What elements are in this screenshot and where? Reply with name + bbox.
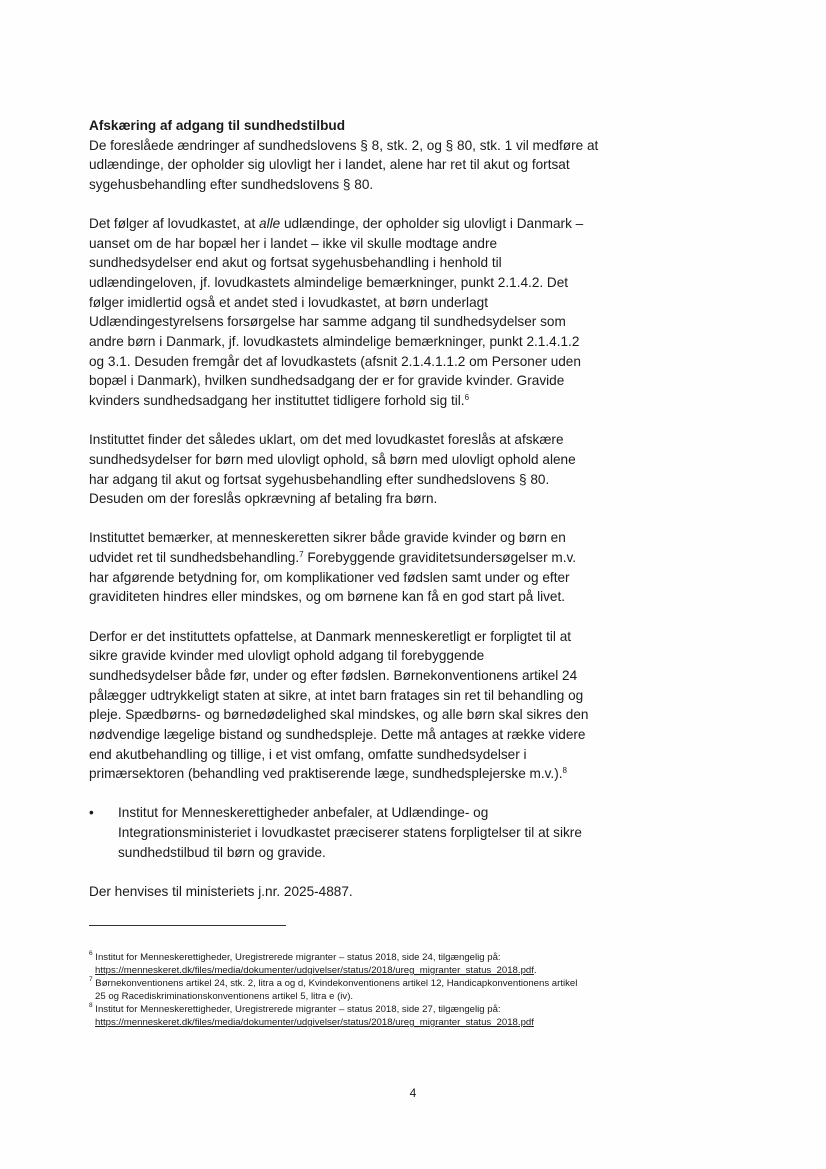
paragraph-line: sygehusbehandling efter sundhedslovens § 80. <box>89 176 374 192</box>
paragraph <box>89 528 598 607</box>
paragraph-line: sikre gravide kvinder med ulovligt ophold adgang til forebyggende <box>89 648 485 664</box>
page-number: 4 <box>409 1086 417 1100</box>
recommendation-bullet <box>89 803 598 862</box>
text-segment: Forebyggende graviditetsundersøgelser m.v. <box>303 550 577 566</box>
paragraph-line: uanset om de har bopæl her i landet – ikke vil skulle modtage andre <box>89 235 498 251</box>
paragraph-line: har afgørende betydning for, om komplikationer ved fødslen samt under og efter <box>89 569 570 585</box>
paragraph <box>89 430 598 509</box>
paragraph-line: Udlændingestyrelsens forsørgelse har samme adgang til sundhedsydelser som <box>89 314 566 330</box>
paragraph-line <box>89 764 598 784</box>
paragraph-line: følger imidlertid også et andet sted i lovudkastet, at børn underlagt <box>89 294 488 310</box>
footnote-link[interactable]: https://menneskeret.dk/files/media/dokumenter/udgivelser/status/2018/ureg_migranter_status_2018.pdf <box>95 1017 534 1028</box>
paragraph-line: Desuden om der foreslås opkrævning af betaling fra børn. <box>89 491 438 507</box>
emphasis: alle <box>259 216 281 232</box>
bullet-icon: • <box>89 805 94 821</box>
paragraph-line: og 3.1. Desuden fremgår det af lovudkastets (afsnit 2.1.4.1.1.2 om Personer uden <box>89 353 581 369</box>
paragraph-line: andre børn i Danmark, jf. lovudkastets almindelige bemærkninger, punkt 2.1.4.1.2 <box>89 334 580 350</box>
footnote-text: Institut for Menneskerettigheder, Uregistrerede migranter – status 2018, side 24, tilgængelig på: <box>95 952 501 963</box>
footnotes <box>89 951 577 1029</box>
paragraph-line: graviditeten hindres eller mindskes, og om børnene kan få en god start på livet. <box>89 589 566 605</box>
recommendation-line: Integrationsministeriet i lovudkastet præciserer statens forpligtelser til at sikre <box>118 825 582 841</box>
text-segment: Det følger af lovudkastet, at <box>89 216 260 232</box>
paragraph-line: sundhedsydelser end akut og fortsat sygehusbehandling i henhold til <box>89 255 502 271</box>
paragraph-line: pleje. Spædbørns- og børnedødelighed skal mindskes, og alle børn skal sikres den <box>89 707 589 723</box>
paragraph-line <box>89 214 598 234</box>
text-segment: udvidet ret til sundhedsbehandling. <box>89 550 300 566</box>
paragraph-line: udlændingeloven, jf. lovudkastets almindelige bemærkninger, punkt 2.1.4.2. Det <box>89 275 569 291</box>
text-segment: udlændinge, der opholder sig ulovligt i Danmark – <box>280 216 584 232</box>
footnote <box>89 977 577 1003</box>
text-segment: kvinders sundhedsadgang her instituttet tidligere forhold sig til. <box>89 392 465 408</box>
paragraph-line: sundhedsydelser både før, under og efter fødslen. Børnekonventionens artikel 24 <box>89 667 578 683</box>
paragraph-line: De foreslåede ændringer af sundhedslovens § 8, stk. 2, og § 80, stk. 1 vil medføre at <box>89 137 599 153</box>
paragraph-line: bopæl i Danmark), hvilken sundhedsadgang der er for gravide kvinder. Gravide <box>89 373 565 389</box>
footnote <box>89 951 577 977</box>
recommendation-line: sundhedstilbud til børn og gravide. <box>118 844 326 860</box>
footnote-link[interactable]: https://menneskeret.dk/files/media/dokumenter/udgivelser/status/2018/ureg_migranter_status_2018.pdf <box>95 965 534 976</box>
section-heading: Afskæring af adgang til sundhedstilbud <box>89 118 346 133</box>
paragraph-line: udlændinge, der opholder sig ulovligt her i landet, alene har ret til akut og fortsat <box>89 157 570 173</box>
paragraph-line <box>89 548 598 568</box>
paragraph <box>89 627 598 784</box>
paragraph-line: pålægger udtrykkeligt staten at sikre, at intet barn fratages sin ret til behandling og <box>89 687 584 703</box>
footnote-text-continued: 25 og Racediskriminationskonventionens artikel 5, litra e (iv). <box>95 991 354 1002</box>
footnote-text: Institut for Menneskerettigheder, Uregistrerede migranter – status 2018, side 27, tilgængelig på: <box>95 1004 501 1015</box>
paragraph-line <box>89 391 598 411</box>
footnote-number: 6 <box>89 950 93 957</box>
footnote-punctuation: . <box>533 965 537 976</box>
paragraph-line: Derfor er det instituttets opfattelse, at Danmark menneskeretligt er forpligtet til at <box>89 628 572 644</box>
footnote-reference[interactable]: 7 <box>299 550 304 560</box>
paragraph-line: sundhedsydelser for børn med ulovligt ophold, så børn med ulovligt ophold alene <box>89 451 576 467</box>
footnote-number: 7 <box>89 976 93 983</box>
footnote-number: 8 <box>89 1002 93 1009</box>
paragraph-line: nødvendige lægelige bistand og sundhedspleje. Dette må antages at række videre <box>89 726 586 742</box>
footnote-reference[interactable]: 6 <box>464 392 470 402</box>
paragraph <box>89 214 598 410</box>
footnote-separator <box>89 925 286 926</box>
body-text <box>89 116 598 902</box>
paragraphs <box>89 136 598 784</box>
footnote-reference[interactable]: 8 <box>562 766 567 776</box>
paragraph-line: end akutbehandling og tillige, i et vist omfang, omfatte sundhedsydelser i <box>89 746 527 762</box>
closing-reference: Der henvises til ministeriets j.nr. 2025-4887. <box>89 883 353 899</box>
footnote <box>89 1003 577 1029</box>
paragraph-line: Instituttet bemærker, at menneskeretten sikrer både gravide kvinder og børn en <box>89 530 566 546</box>
recommendation-line: Institut for Menneskerettigheder anbefaler, at Udlændinge- og <box>118 805 489 821</box>
text-segment: primærsektoren (behandling ved praktiserende læge, sundhedsplejerske m.v.). <box>89 766 563 782</box>
paragraph <box>89 136 598 195</box>
paragraph-line: Instituttet finder det således uklart, om det med lovudkastet foreslås at afskære <box>89 432 564 448</box>
paragraph-line: har adgang til akut og fortsat sygehusbehandling efter sundhedslovens § 80. <box>89 471 550 487</box>
footnote-text: Børnekonventionens artikel 24, stk. 2, litra a og d, Kvindekonventionens artikel 12, Handicapkonventionens artikel <box>95 978 578 989</box>
